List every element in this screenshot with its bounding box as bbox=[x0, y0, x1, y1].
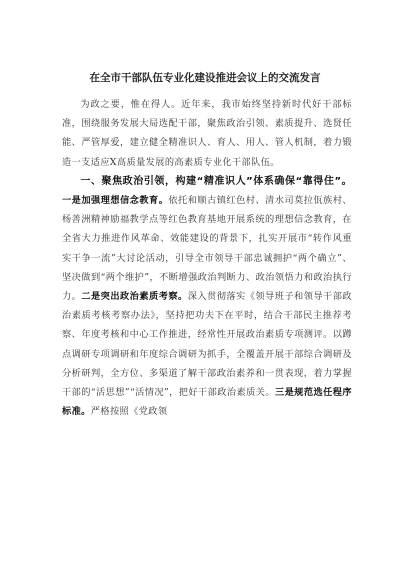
intro-paragraph: 为政之要，惟在得人。近年来，我市始终坚持新时代好干部标准，围绕服务发展大局选配干部，聚焦政治引领、素质提升、选贤任能、严管厚爱，建立健全精准识人、育人、用人、管人机制，着力锻造一支适应X高质量发展的高素质专业化干部队伍。 bbox=[62, 99, 352, 168]
point-2-title: 二是突出政治素质考察。 bbox=[81, 291, 188, 303]
point-1-title: 一是加强理想信念教育。 bbox=[62, 195, 169, 207]
document-title: 在全市干部队伍专业化建设推进会议上的交流发言 bbox=[89, 72, 321, 84]
section-1-heading: 一、聚焦政治引领，构建“精准识人”体系确保“靠得住”。 bbox=[80, 175, 352, 187]
point-3-text: 严格按照《党政领 bbox=[90, 406, 168, 418]
document-body bbox=[62, 95, 352, 421]
point-2-text: 深入贯彻落实《领导班子和领导干部政治素质考核考察办法》，坚持把功夫下在平时，结合干部民主推荐考察、年度考核和中心工作推进，经常性开展政治素质专项测评。以蹲点调研专项调研和年度综合调研为抓手，全覆盖开展干部综合调研及分析研判，全方位、多渠道了解干部政治素养和一贯表现，着力掌握干部的“活思想”“活情况”，把好干部政治素质关。 bbox=[62, 291, 352, 399]
point-3-title: 三是规范选任程序标准。 bbox=[62, 387, 353, 418]
section-1-paragraph bbox=[62, 172, 352, 422]
point-1-text: 依托和顺古镇红色村、清水司莫拉佤族村、杨善洲精神励福教学点等红色教育基地开展系统的理想信念教育，在全省大力推进作风革命、效能建设的背景下，扎实开展市“转作风重实干争一流”大讨论活动，引导全市领导干部忠诚拥护“两个确立”、坚决做到“两个维护”，不断增强政治判断力、政治领悟力和政治执行力。 bbox=[62, 195, 352, 303]
